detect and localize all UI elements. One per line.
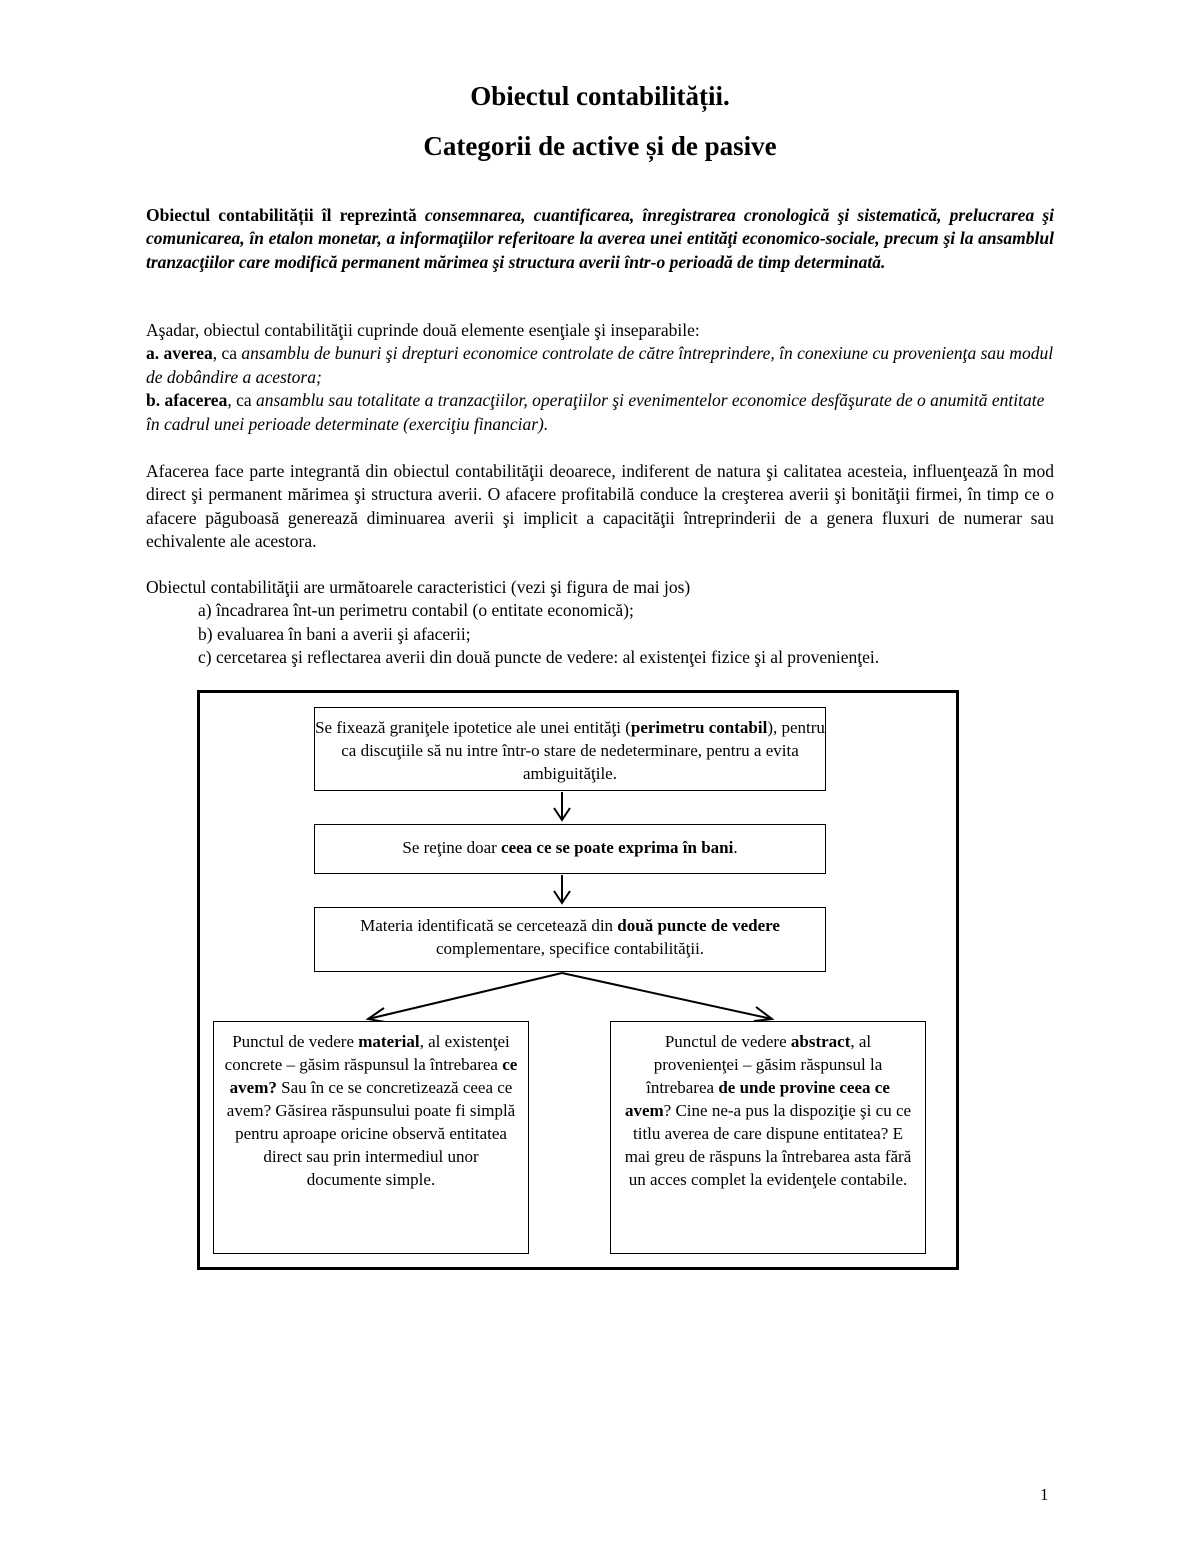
box4-post: Sau în ce se concretizează ceea ce avem? Găsirea răspunsului poate fi simplă pentru aproape oricine observă entitatea direct sau prin intermediul unor documente simple.	[226, 1078, 516, 1189]
definition-a-text: ansamblu de bunuri şi drepturi economice controlate de către întreprindere, în conexiune cu provenienţa sau modul de dobândire a acestora;	[146, 343, 1054, 387]
definition-a-sep: , ca	[212, 343, 238, 364]
box4-pre: Punctul de vedere	[232, 1032, 359, 1051]
characteristic-item-a: a) încadrarea înt-un perimetru contabil (o entitate economică);	[198, 600, 634, 621]
box5-pre: Punctul de vedere	[664, 1032, 791, 1051]
definition-b-text: ansamblu sau totalitate a tranzacţiilor, operaţiilor şi evenimentelor economice desfăşurate de o anumită entitate în cadrul unei perioade determinate (exerciţiu financiar).	[146, 390, 1045, 434]
box1-pre: Se fixează graniţele ipotetice ale unei entităţi (	[315, 718, 631, 737]
definition-b-label: b. afacerea	[146, 390, 228, 411]
business-paragraph: Afacerea face parte integrantă din obiectul contabilităţii deoarece, indiferent de natura şi calitatea acesteia, influenţează în mod direct şi permanent mărimea şi structura averii. O afacere profitabilă conduce la creşterea averii şi bonităţii firmei, în timp ce o afacere păguboasă generează diminuarea averii şi implicit a capacităţii întreprinderii de a genera fluxuri de numerar sau echivalente ale acestora.	[146, 461, 1054, 552]
arrow-box3-to-box5-head	[754, 1007, 772, 1021]
box2-post: .	[733, 838, 738, 857]
document-title: Obiectul contabilității.	[470, 81, 730, 111]
box3-post: complementare, specifice contabilităţii.	[435, 939, 705, 958]
box3-bold: două puncte de vedere	[617, 916, 780, 935]
box1-post: ), pentru ca discuţiile să nu intre într-o stare de nedeterminare, pentru a evita ambiguităţile.	[341, 718, 825, 783]
definition-a-label: a. averea	[146, 343, 213, 364]
diagram-box-money	[314, 824, 826, 874]
box5-mid: , al provenienţei – găsim răspunsul la întrebarea	[646, 1032, 883, 1097]
box2-bold: ceea ce se poate exprima în bani	[501, 838, 734, 857]
box4-mid: , al existenţei concrete – găsim răspunsul la întrebarea	[224, 1032, 510, 1074]
diagram-box-perimeter	[314, 707, 826, 791]
box4-bold1: material	[358, 1032, 420, 1051]
arrow-box3-to-box5	[562, 973, 772, 1019]
characteristic-item-c: c) cercetarea şi reflectarea averii din două puncte de vedere: al existenţei fizice şi al provenienţei.	[198, 647, 880, 668]
intro-definition: consemnarea, cuantificarea, înregistrarea cronologică şi sistematică, prelucrarea şi comunicarea, în etalon monetar, a informaţiilor referitoare la averea unei entităţi economico-sociale, precum şi la ansamblul tranzacţiilor care modifică permanent mărimea şi structura averii într-o perioadă de timp determinată.	[146, 205, 1055, 272]
box3-pre: Materia identificată se cercetează din	[360, 916, 618, 935]
page-number: 1	[1040, 1485, 1049, 1504]
definition-b-sep: , ca	[227, 390, 252, 411]
diagram-box-viewpoints	[314, 907, 826, 972]
box1-bold: perimetru contabil	[630, 718, 768, 737]
intro-lead: Obiectul contabilității îl reprezintă	[146, 205, 417, 225]
diagram-box-abstract	[610, 1021, 926, 1254]
diagram-box-material	[213, 1021, 529, 1254]
characteristics-lead: Obiectul contabilităţii are următoarele caracteristici (vezi şi figura de mai jos)	[146, 577, 691, 597]
arrow-box3-to-box4	[368, 973, 562, 1019]
definitions-lead: Aşadar, obiectul contabilităţii cuprinde două elemente esenţiale şi inseparabile:	[146, 320, 700, 340]
characteristic-item-b: b) evaluarea în bani a averii şi afacerii;	[198, 623, 471, 644]
box4-bold2: ce avem?	[229, 1055, 518, 1097]
document-subtitle: Categorii de active și de pasive	[423, 131, 777, 161]
box5-bold2: de unde provine ceea ce avem	[624, 1078, 890, 1120]
box5-post: ? Cine ne-a pus la dispoziţie şi cu ce titlu averea de care dispune entitatea? E mai greu de răspuns la întrebarea asta fără un acces complet la evidenţele contabile.	[624, 1101, 912, 1189]
box5-bold1: abstract	[790, 1032, 851, 1051]
box2-pre: Se reţine doar	[402, 838, 502, 857]
